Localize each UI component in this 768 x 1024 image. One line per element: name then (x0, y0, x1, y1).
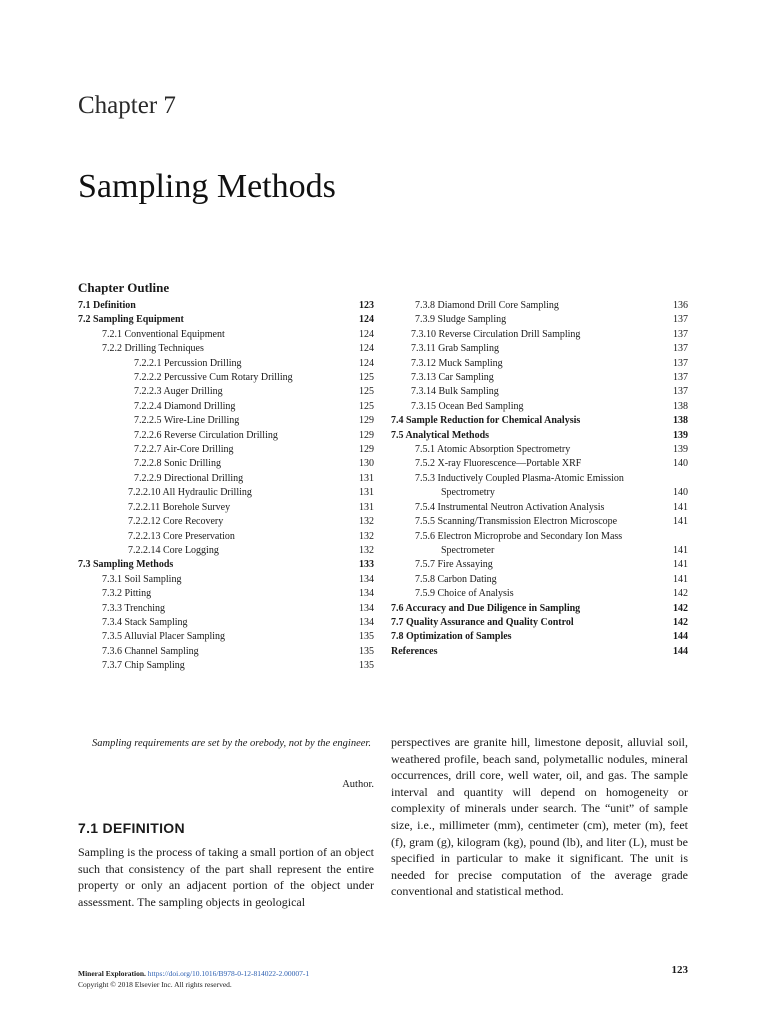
toc-entry[interactable] (78, 472, 374, 486)
toc-entry-title: 7.2.2.3 Auger Drilling (134, 386, 223, 398)
toc-entry-page: 123 (359, 300, 374, 311)
toc-entry-page: 129 (359, 444, 374, 456)
toc-entry-title: 7.6 Accuracy and Due Diligence in Sampling (391, 602, 581, 614)
toc-entry[interactable] (391, 313, 688, 327)
page-number: 123 (671, 964, 688, 976)
toc-entry-title: 7.2.1 Conventional Equipment (102, 328, 225, 340)
toc-entry-page: 141 (673, 559, 688, 571)
toc-entry[interactable] (391, 328, 688, 342)
toc-entry-title: 7.2.2.8 Sonic Drilling (134, 458, 221, 470)
toc-entry[interactable] (391, 645, 688, 659)
toc-entry-title: Spectrometer (441, 544, 495, 556)
toc-entry[interactable] (391, 558, 688, 572)
toc-entry-page: 135 (359, 660, 374, 672)
toc-entry-title: 7.1 Definition (78, 300, 136, 311)
toc-entry-page: 132 (359, 530, 374, 542)
toc-entry-title: 7.3.10 Reverse Circulation Drill Sampling (411, 328, 581, 340)
toc-entry-page: 124 (359, 328, 374, 340)
toc-entry-title: 7.2.2.1 Percussion Drilling (134, 357, 242, 369)
toc-entry-title: 7.2.2.4 Diamond Drilling (134, 400, 236, 412)
toc-entry-page: 131 (359, 472, 374, 484)
footer (78, 968, 309, 990)
toc-entry[interactable] (78, 486, 374, 500)
toc-entry-page: 134 (359, 616, 374, 628)
toc-entry-title: 7.3.5 Alluvial Placer Sampling (102, 631, 226, 643)
toc-left-column (78, 299, 374, 674)
toc-entry[interactable] (78, 299, 374, 313)
toc-entry-page: 141 (673, 516, 688, 528)
toc-entry[interactable] (78, 630, 374, 644)
toc-entry-page: 134 (359, 602, 374, 614)
toc-entry-title: 7.3.7 Chip Sampling (102, 660, 185, 672)
toc-entry-page: 137 (673, 386, 688, 398)
toc-entry-page: 140 (673, 458, 688, 470)
toc-entry-page: 138 (673, 415, 688, 427)
toc-entry[interactable] (78, 602, 374, 616)
toc-entry[interactable] (391, 486, 688, 500)
toc-entry-title: 7.5.6 Electron Microprobe and Secondary Ion Mass (415, 530, 623, 542)
toc-entry-title: 7.5.8 Carbon Dating (415, 573, 497, 585)
toc-entry-page: 132 (359, 516, 374, 528)
toc-entry[interactable] (391, 587, 688, 601)
toc-entry-title: 7.2.2.2 Percussive Cum Rotary Drilling (134, 372, 293, 384)
toc-entry-page: 124 (359, 357, 374, 369)
toc-entry[interactable] (78, 530, 374, 544)
toc-entry-title: 7.2.2.14 Core Logging (128, 544, 219, 556)
toc-entry-title: 7.5.3 Inductively Coupled Plasma-Atomic Emission (415, 472, 624, 484)
toc-entry-title: 7.5.5 Scanning/Transmission Electron Microscope (415, 516, 618, 528)
footer-journal: Mineral Exploration. (78, 969, 146, 978)
toc-entry-page: 135 (359, 645, 374, 657)
toc-entry-title: 7.2.2.11 Borehole Survey (128, 501, 231, 513)
toc-entry[interactable] (391, 544, 688, 558)
toc-entry[interactable] (78, 385, 374, 399)
toc-entry[interactable] (391, 443, 688, 457)
toc-entry-title: Spectrometry (441, 487, 495, 499)
toc-entry-title: 7.2.2.6 Reverse Circulation Drilling (134, 429, 278, 441)
toc-entry-page: 131 (359, 501, 374, 513)
toc-entry[interactable] (391, 530, 688, 544)
toc-entry[interactable] (78, 414, 374, 428)
toc-entry[interactable] (78, 587, 374, 601)
toc-entry[interactable] (391, 299, 688, 313)
toc-entry-page: 137 (673, 343, 688, 355)
toc-entry[interactable] (391, 414, 688, 428)
toc-entry-page: 134 (359, 588, 374, 600)
toc-entry-page: 142 (673, 588, 688, 600)
toc-entry-title: 7.5.7 Fire Assaying (415, 559, 493, 571)
toc-entry-page: 129 (359, 415, 374, 427)
toc-entry[interactable] (78, 457, 374, 471)
toc-entry-page: 139 (673, 429, 688, 441)
toc-entry-page: 129 (359, 429, 374, 441)
toc-entry[interactable] (391, 630, 688, 644)
toc-entry[interactable] (78, 515, 374, 529)
toc-entry-page: 136 (673, 300, 688, 311)
epigraph-author: Author. (342, 779, 374, 790)
toc-entry-title: 7.5.9 Choice of Analysis (415, 588, 514, 600)
toc-entry-title: 7.3.8 Diamond Drill Core Sampling (415, 300, 559, 311)
toc-entry[interactable] (78, 400, 374, 414)
toc-entry-title: 7.5 Analytical Methods (391, 429, 490, 441)
toc-entry[interactable] (78, 645, 374, 659)
toc-entry-title: 7.2.2.13 Core Preservation (128, 530, 235, 542)
toc-entry-page: 137 (673, 372, 688, 384)
toc-entry-title: 7.3.9 Sludge Sampling (415, 314, 507, 326)
toc-entry-page: 135 (359, 631, 374, 643)
toc-entry[interactable] (78, 357, 374, 371)
toc-entry-title: 7.3.1 Soil Sampling (102, 573, 182, 585)
toc-entry-page: 137 (673, 357, 688, 369)
toc-entry-title: References (391, 645, 438, 657)
toc-entry-title: 7.3.14 Bulk Sampling (411, 386, 499, 398)
toc-entry-page: 140 (673, 487, 688, 499)
toc-entry-title: 7.2.2.9 Directional Drilling (134, 472, 244, 484)
toc-entry-page: 139 (673, 444, 688, 456)
toc-entry-title: 7.5.4 Instrumental Neutron Activation Analysis (415, 501, 605, 513)
toc-entry[interactable] (78, 659, 374, 673)
toc-entry-title: 7.3.2 Pitting (102, 588, 152, 600)
body-paragraph-right: perspectives are granite hill, limestone deposit, alluvial soil, weathered profile, beach sand, polymetallic nodules, mineral occurrences, drill core, well water, oil, and gas. The sample interval and quantity will depend on homogeneity or complexity of minerals under search. The “unit” of sample size, i.e., millimeter (mm), centimeter (cm), meter (m), feet (f), gram (g), kilogram (kg), pound (lb), and liter (L), must be specified in particular to make it significant. The unit is needed for precise computation of the average grade conventional and statistical method. (391, 735, 688, 899)
toc-entry[interactable] (391, 342, 688, 356)
toc-entry-title: 7.7 Quality Assurance and Quality Control (391, 616, 574, 628)
toc-entry-title: 7.3.6 Channel Sampling (102, 645, 199, 657)
toc-entry-page: 133 (359, 559, 374, 571)
toc-entry[interactable] (78, 573, 374, 587)
toc-entry[interactable] (391, 573, 688, 587)
toc-entry[interactable] (391, 429, 688, 443)
toc-entry-title: 7.3.13 Car Sampling (411, 372, 494, 384)
toc-entry[interactable] (391, 371, 688, 385)
toc-entry-title: 7.3.15 Ocean Bed Sampling (411, 400, 524, 412)
toc-entry-page: 131 (359, 487, 374, 499)
toc-entry-page: 141 (673, 573, 688, 585)
toc-entry-page: 144 (673, 645, 688, 657)
toc-entry-page: 137 (673, 314, 688, 326)
toc-entry-page: 125 (359, 400, 374, 412)
footer-copyright: Copyright © 2018 Elsevier Inc. All rights reserved. (78, 980, 232, 989)
toc-entry[interactable] (78, 558, 374, 572)
toc-entry-title: 7.2 Sampling Equipment (78, 314, 184, 326)
toc-entry[interactable] (78, 443, 374, 457)
toc-entry-page: 130 (359, 458, 374, 470)
toc-entry-title: 7.2.2.10 All Hydraulic Drilling (128, 487, 252, 499)
epigraph-quote: Sampling requirements are set by the orebody, not by the engineer. (92, 738, 371, 749)
toc-entry-page: 142 (673, 616, 688, 628)
body-paragraph-left: Sampling is the process of taking a small portion of an object such that consistency of the part shall represent the entire property or only an adjacent portion of the object under assessment. The sampling objects in geological (78, 845, 374, 909)
toc-entry-title: 7.3.12 Muck Sampling (411, 357, 503, 369)
toc-entry-title: 7.3.11 Grab Sampling (411, 343, 499, 355)
toc-entry-page: 125 (359, 386, 374, 398)
toc-entry-title: 7.2.2 Drilling Techniques (102, 343, 204, 355)
toc-entry[interactable] (391, 616, 688, 630)
toc-entry-title: 7.2.2.5 Wire-Line Drilling (134, 415, 240, 427)
toc-entry-page: 142 (673, 602, 688, 614)
outline-heading: Chapter Outline (78, 280, 170, 295)
toc-entry[interactable] (78, 313, 374, 327)
toc-entry-page: 138 (673, 400, 688, 412)
toc-entry-page: 137 (673, 328, 688, 340)
toc-entry-title: 7.2.2.7 Air-Core Drilling (134, 444, 234, 456)
toc-entry-title: 7.3 Sampling Methods (78, 559, 174, 571)
toc-entry[interactable] (391, 472, 688, 486)
toc-entry[interactable] (391, 400, 688, 414)
toc-entry[interactable] (391, 457, 688, 471)
toc-entry-title: 7.3.3 Trenching (102, 602, 166, 614)
section-heading: 7.1 DEFINITION (78, 820, 185, 836)
toc-entry-page: 124 (359, 343, 374, 355)
toc-entry-page: 141 (673, 501, 688, 513)
toc-entry[interactable] (78, 501, 374, 515)
toc-entry-page: 144 (673, 631, 688, 643)
chapter-title: Sampling Methods (78, 168, 336, 205)
toc-entry-page: 125 (359, 372, 374, 384)
toc-entry-page: 124 (359, 314, 374, 326)
toc-entry-page: 141 (673, 544, 688, 556)
toc-entry[interactable] (78, 371, 374, 385)
toc-entry-title: 7.2.2.12 Core Recovery (128, 516, 224, 528)
toc-entry-title: 7.8 Optimization of Samples (391, 631, 512, 643)
toc-entry[interactable] (78, 616, 374, 630)
toc-entry[interactable] (391, 357, 688, 371)
toc-entry[interactable] (78, 429, 374, 443)
toc-entry-title: 7.5.1 Atomic Absorption Spectrometry (415, 444, 571, 456)
toc-right-column (391, 299, 688, 659)
toc-entry[interactable] (78, 328, 374, 342)
toc-entry[interactable] (78, 342, 374, 356)
toc-entry[interactable] (391, 501, 688, 515)
toc-entry-page: 134 (359, 573, 374, 585)
toc-entry[interactable] (78, 544, 374, 558)
toc-entry-title: 7.3.4 Stack Sampling (102, 616, 188, 628)
chapter-label: Chapter 7 (78, 92, 176, 119)
toc-entry-page: 132 (359, 544, 374, 556)
toc-entry[interactable] (391, 515, 688, 529)
toc-entry[interactable] (391, 385, 688, 399)
toc-entry[interactable] (391, 602, 688, 616)
toc-entry-title: 7.5.2 X-ray Fluorescence—Portable XRF (415, 458, 582, 470)
doi-link[interactable]: https://doi.org/10.1016/B978-0-12-814022-2.00007-1 (147, 969, 310, 978)
toc-entry-title: 7.4 Sample Reduction for Chemical Analysis (391, 415, 581, 427)
